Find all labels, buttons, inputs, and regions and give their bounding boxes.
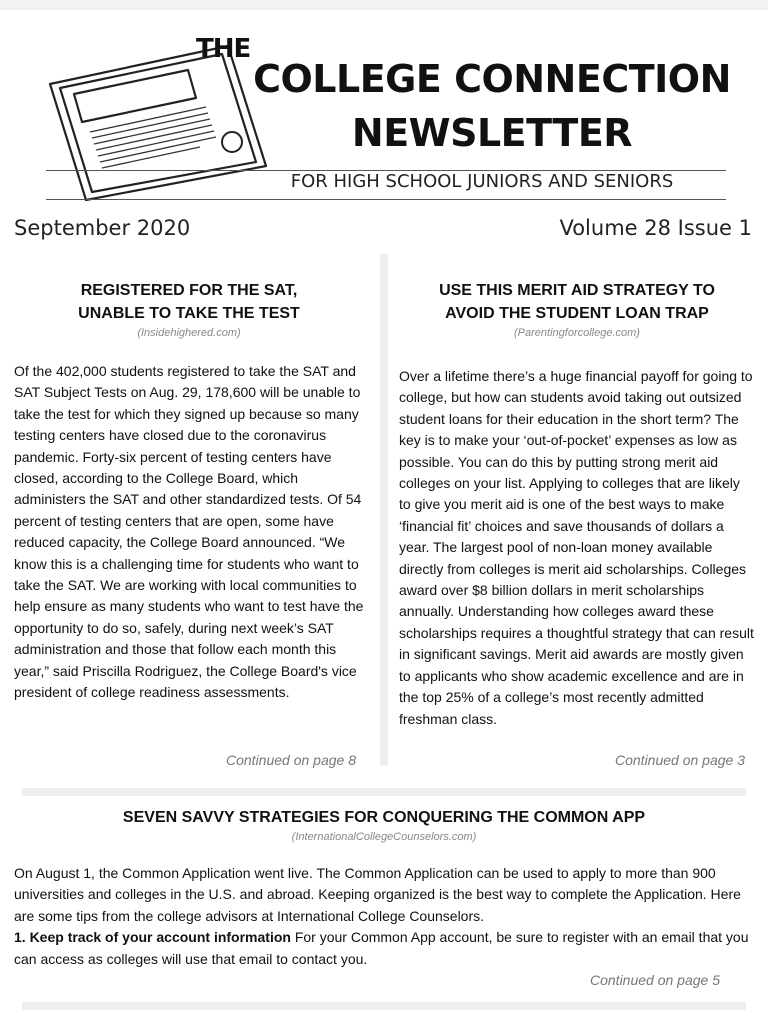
article-2-source: (Parentingforcollege.com) xyxy=(514,327,640,339)
article-1-headline-line2: UNABLE TO TAKE THE TEST xyxy=(78,305,300,322)
masthead-the: THE xyxy=(196,34,251,64)
masthead-title xyxy=(252,52,732,160)
article-1-source: (Insidehighered.com) xyxy=(137,327,241,339)
article-3-continued-link[interactable]: Continued on page 5 xyxy=(590,972,720,988)
article-2-body: Over a lifetime there’s a huge financial payoff for going to college, but how can students avoid taking out outsized student loans for their education in the short term? The key is to make your ‘out-of-pocket’ expenses as low as possible. You can do this by putting strong merit aid colleges on your list. Applying to colleges that are likely to give you merit aid is one of the best ways to make ‘financial fit’ choices and save thousands of dollars a year. The largest pool of non-loan money available directly from colleges is merit aid scholarships. Colleges award over $8 billion dollars in merit scholarships annually. Understanding how colleges award these scholarships requires a thoughtful strategy that can result in significant savings. Merit aid awards are mostly given to applicants who show academic excellence and are in the top 25% of a college’s most recently admitted freshman class. xyxy=(399,368,754,727)
bottom-divider xyxy=(22,1002,746,1010)
top-border xyxy=(0,0,768,10)
article-1-continued-link[interactable]: Continued on page 8 xyxy=(226,752,356,768)
article-3-tip-title: 1. Keep track of your account information xyxy=(14,929,291,946)
issue-volume: Volume 28 Issue 1 xyxy=(559,216,752,240)
article-1-headline xyxy=(14,279,364,325)
article-3-intro: On August 1, the Common Application went live. The Common Application can be used to apply to more than 900 universities and colleges in the U.S. and abroad. Keeping organized is the best way to complete the Application. Here are some tips from the college advisors at International College Counselors. xyxy=(14,865,741,924)
article-2-continued-link[interactable]: Continued on page 3 xyxy=(615,752,745,768)
masthead-subtitle: FOR HIGH SCHOOL JUNIORS AND SENIORS xyxy=(290,171,674,192)
article-1-headline-line1: REGISTERED FOR THE SAT, xyxy=(80,282,298,299)
article-2-headline-line1: USE THIS MERIT AID STRATEGY TO xyxy=(439,282,715,299)
article-1-body: Of the 402,000 students registered to take the SAT and SAT Subject Tests on Aug. 29, 178,600 will be unable to take the test for which they signed up because so many testing centers have closed due to the coronavirus pandemic. Forty-six percent of testing centers have closed, according to the College Board, which administers the SAT and other standardized tests. Of 54 percent of testing centers that are open, some have reduced capacity, the College Board announced. “We know this is a challenging time for students who want to take the SAT. We are working with local communities to help ensure as many students who want to test have the opportunity to do so, safely, during next week’s SAT administration and those that follow each month this year,” said Priscilla Rodriguez, the College Board's vice president of college readiness assessments. xyxy=(14,363,364,701)
issue-date: September 2020 xyxy=(14,216,191,240)
article-2-headline xyxy=(400,279,754,325)
article-2-headline-line2: AVOID THE STUDENT LOAN TRAP xyxy=(445,305,709,322)
article-3-tip-body: For your Common App account, be sure to register with an email that you can access as colleges will use that email to contact you. xyxy=(14,929,749,967)
masthead-rule-bottom xyxy=(46,199,726,200)
section-divider xyxy=(22,788,746,796)
column-divider xyxy=(380,254,388,766)
article-3-headline: SEVEN SAVVY STRATEGIES FOR CONQUERING THE COMMON APP xyxy=(122,809,646,826)
article-3-body xyxy=(14,863,754,970)
masthead-title-line2: NEWSLETTER xyxy=(351,111,633,155)
masthead-title-line1: COLLEGE CONNECTION xyxy=(253,57,731,101)
article-3-source: (InternationalCollegeCounselors.com) xyxy=(291,831,477,843)
